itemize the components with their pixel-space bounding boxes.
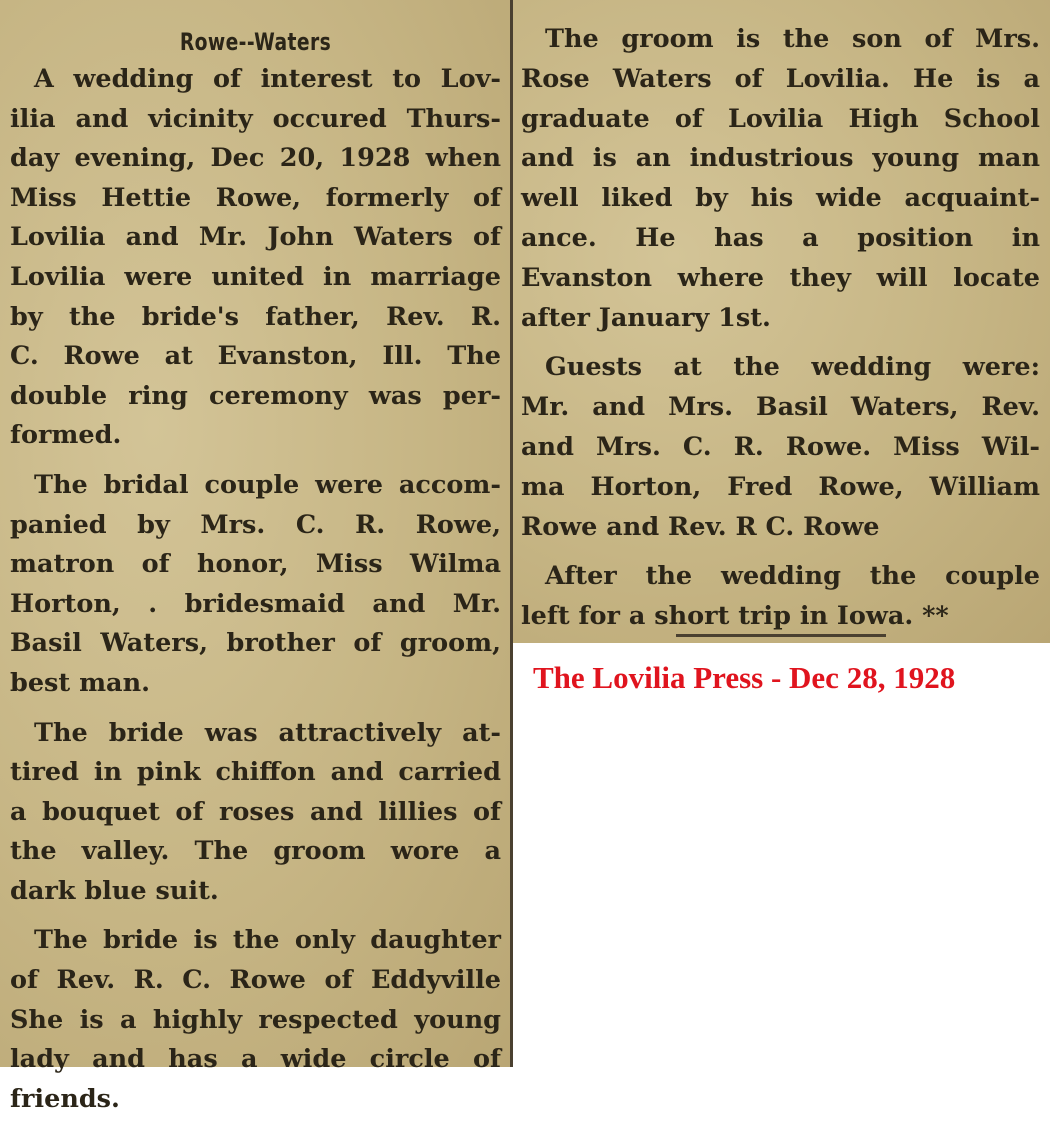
left-paragraph <box>10 60 501 456</box>
source-caption: The Lovilia Press - Dec 28, 1928 <box>533 660 956 695</box>
text-line: Mr. and Mrs. Basil Waters, Rev. <box>521 392 1040 423</box>
text-line: A wedding of interest to Lov- <box>34 64 501 94</box>
text-line: panied by Mrs. C. R. Rowe, <box>10 509 501 540</box>
text-line: matron of honor, Miss Wilma <box>10 549 501 580</box>
text-line: Evanston where they will locate <box>521 262 1040 293</box>
left-paragraph <box>10 714 501 912</box>
text-line: Basil Waters, brother of groom, <box>10 628 501 659</box>
right-paragraphs <box>521 20 1040 637</box>
text-line: formed. <box>10 420 122 451</box>
text-line: dark blue suit. <box>10 875 219 906</box>
text-line: The groom is the son of Mrs. <box>545 24 1040 54</box>
text-line: The bride is the only daughter <box>34 925 501 956</box>
text-line: friends. <box>10 1083 120 1114</box>
text-line: graduate of Lovilia High School <box>521 103 1040 134</box>
right-column-content <box>521 20 1040 647</box>
column-divider <box>510 0 513 1067</box>
text-line: After the wedding the couple <box>545 561 1040 592</box>
text-line: Lovilia and Mr. John Waters of <box>10 222 501 253</box>
text-line: Guests at the wedding were: <box>545 352 1040 383</box>
newspaper-clipping-right-column <box>513 0 1050 643</box>
article-end-rule <box>676 634 886 637</box>
text-line: after January 1st. <box>521 302 771 333</box>
left-paragraphs <box>10 60 501 1119</box>
text-line: day evening, Dec 20, 1928 when <box>10 143 501 174</box>
text-line: double ring ceremony was per- <box>10 380 501 411</box>
text-line: ance. He has a position in <box>521 222 1040 253</box>
text-line: and is an industrious young man <box>521 143 1040 174</box>
text-line: lady and has a wide circle of <box>10 1044 501 1075</box>
text-line: tired in pink chiffon and carried <box>10 757 501 788</box>
text-line: and Mrs. C. R. Rowe. Miss Wil- <box>521 431 1040 462</box>
text-line: Lovilia were united in marriage <box>10 261 501 292</box>
right-paragraph <box>521 557 1040 637</box>
article-headline: Rowe--Waters <box>179 28 332 56</box>
left-column-content <box>10 0 501 1129</box>
text-line: She is a highly respected young <box>10 1004 501 1035</box>
text-line: the valley. The groom wore a <box>10 836 501 867</box>
left-paragraph <box>10 466 501 704</box>
text-line: C. Rowe at Evanston, Ill. The <box>10 341 501 372</box>
text-line: best man. <box>10 667 150 698</box>
text-line: by the bride's father, Rev. R. <box>10 301 501 332</box>
left-paragraph <box>10 921 501 1119</box>
text-line: of Rev. R. C. Rowe of Eddyville <box>10 965 501 996</box>
text-line: ma Horton, Fred Rowe, William <box>521 471 1040 502</box>
right-paragraph <box>521 20 1040 338</box>
newspaper-clipping-left-column <box>0 0 513 1114</box>
text-line: The bride was attractively at- <box>34 717 501 748</box>
text-line: Rose Waters of Lovilia. He is a <box>521 63 1040 94</box>
text-line: well liked by his wide acquaint- <box>521 183 1040 214</box>
text-line: ilia and vicinity occured Thurs- <box>10 103 501 134</box>
text-line: Miss Hettie Rowe, formerly of <box>10 182 501 213</box>
right-paragraph <box>521 348 1040 547</box>
text-line: Horton, . bridesmaid and Mr. <box>10 588 501 619</box>
text-line: a bouquet of roses and lillies of <box>10 796 501 827</box>
text-line: left for a short trip in Iowa. ** <box>521 601 949 632</box>
text-line: The bridal couple were accom- <box>34 469 501 500</box>
text-line: Rowe and Rev. R C. Rowe <box>521 511 880 542</box>
